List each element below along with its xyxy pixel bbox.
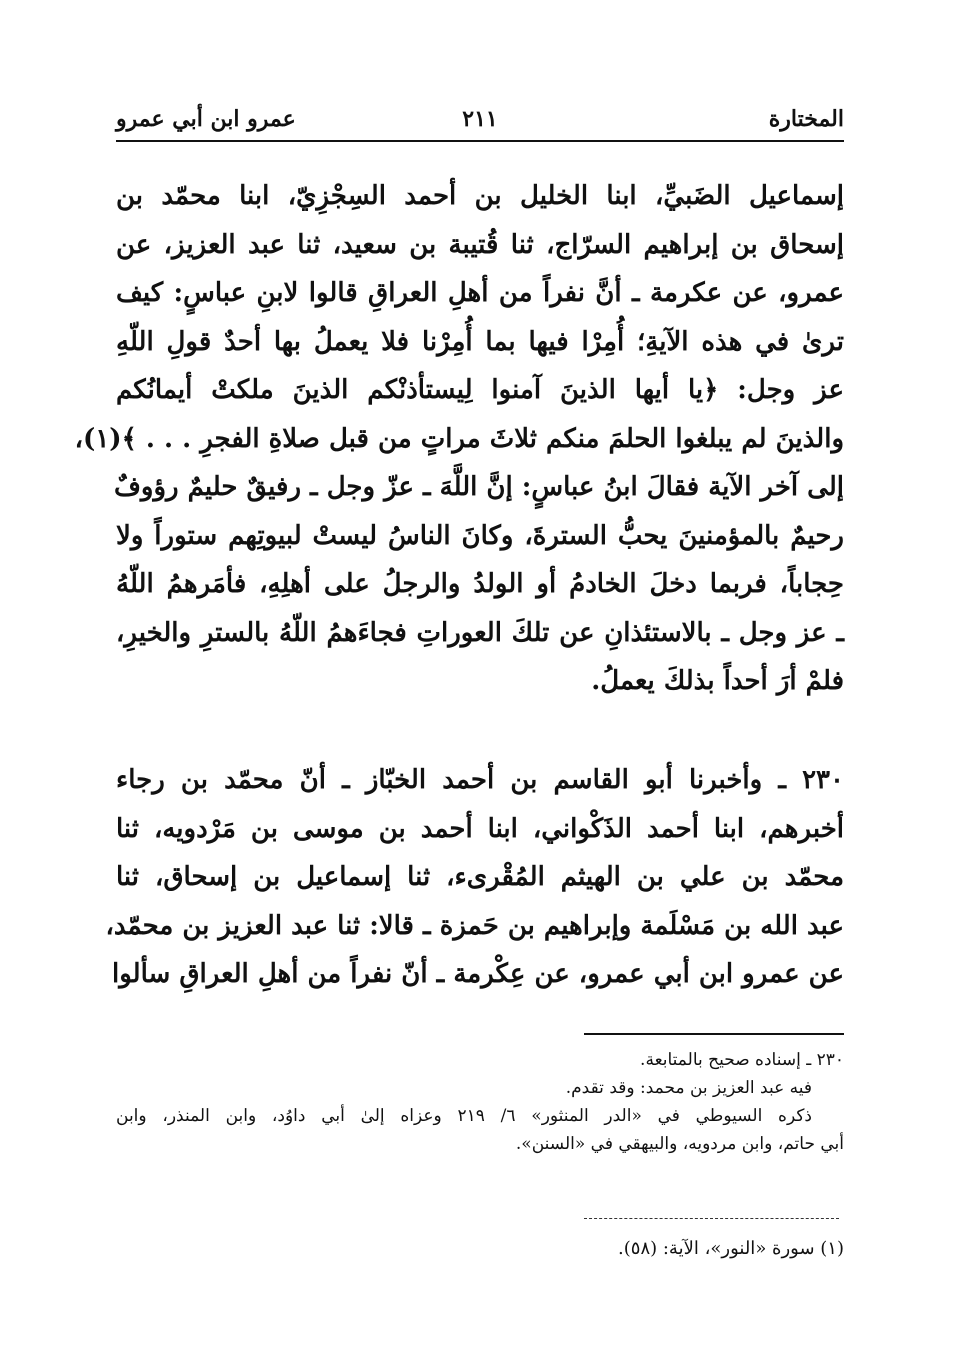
note-line: ذكره السيوطي في «الدر المنثور» ٦/ ٢١٩ وعزاه إلىٰ أبي داوُد، وابن المنذر، وابن [116,1106,813,1126]
text-line: عمرو، عن عكرمة ـ أنَّ نفراً من أهلِ العراقِ قالوا لابنِ عباسٍ: كيف [116,278,844,308]
text-line: إسماعيل الضَبيِّ، ابنا الخليل بن أحمد السِجْزِيّ، ابنا محمّد بن [116,181,844,211]
annotation-notes [116,1046,844,1158]
text-line: حِجاباً، فربما دخلَ الخادمُ أو الولدُ والرجلُ على أهلِهِ، فأمَرهمُ اللّهُ [116,569,844,599]
text-line: عز وجل: ﴿يا أيها الذينَ آمنوا لِيستأذنْكم الذينَ ملكتْ أيمانُكم [116,375,845,405]
section-title: عمرو ابن أبي عمرو [116,106,296,132]
footnote-divider [584,1218,839,1219]
text-line: إسحاق بن إبراهيم السرّاج، ثنا قُتيبة بن سعيد، ثنا عبد العزيز، عن [116,229,844,260]
text-line: عن عمرو ابن أبي عمرو، عن عِكْرمة ـ أنّ نفراً من أهلِ العراقِ سألوا [112,959,844,989]
page-header [116,100,844,142]
text-line: ٢٣٠ ـ وأخبرنا أبو القاسم بن أحمد الخبّاز ـ أنّ محمّد بن رجاء [116,765,844,795]
text-line: محمّد بن علي بن الهيثم المُقْرىء، ثنا إسماعيل بن إسحاق، ثنا [116,862,844,892]
notes-divider [584,1033,844,1035]
note-line: فيه عبد العزيز بن محمد: وقد تقدم. [565,1078,812,1098]
page-number: ٢١١ [462,106,498,132]
note-line: ٢٣٠ ـ إسناده صحيح بالمتابعة. [640,1050,844,1070]
text-line: عبد الله بن مَسْلَمة وإبراهيم بن حَمزة ـ قالا: ثنا عبد العزيز بن محمّد، [105,910,844,941]
text-line: إلى آخر الآية فقالَ ابنُ عباسٍ: إنَّ اللَّهَ ـ عزّ وجل ـ رفيقٌ حليمٌ رؤوفٌ [113,472,844,502]
text-line: ترىٰ في هذه الآيةِ؛ أُمِرْا فيها بما أُمِرْنا فلا يعملُ بها أحدٌ قولِ اللّهِ [116,326,844,357]
text-line: أخبرهم، ابنا أحمد الذَكْواني، ابنا أحمد بن موسى بن مَرْدويه، ثنا [116,813,844,844]
hadith-230-paragraph [105,756,844,999]
text-line: فلمْ أرَ أحداً بذلكَ يعملُ. [591,666,844,696]
footnote: (١) سورة «النور»، الآية: (٥٨). [618,1238,844,1259]
text-line: ـ عز وجل ـ بالاستئذانِ عن تلكَ العوراتِ فجاءَهمُ اللّهُ بالسترِ والخيرِ، [116,617,844,648]
book-title: المختارة [768,106,844,132]
note-line: أبي حاتم، وابن مردويه، والبيهقي في «السنن». [515,1134,844,1154]
text-line: والذينَ لم يبلغوا الحلمَ منكم ثلاثَ مراتٍ من قبل صلاةِ الفجرِ . . . ﴾(١)، [74,423,844,454]
text-line: رحيمٌ بالمؤمنينَ يحبُّ السترةَ، وكانَ الناسُ ليستْ لبيوتِهم ستوراً ولا [116,520,844,551]
main-paragraph [74,172,845,706]
